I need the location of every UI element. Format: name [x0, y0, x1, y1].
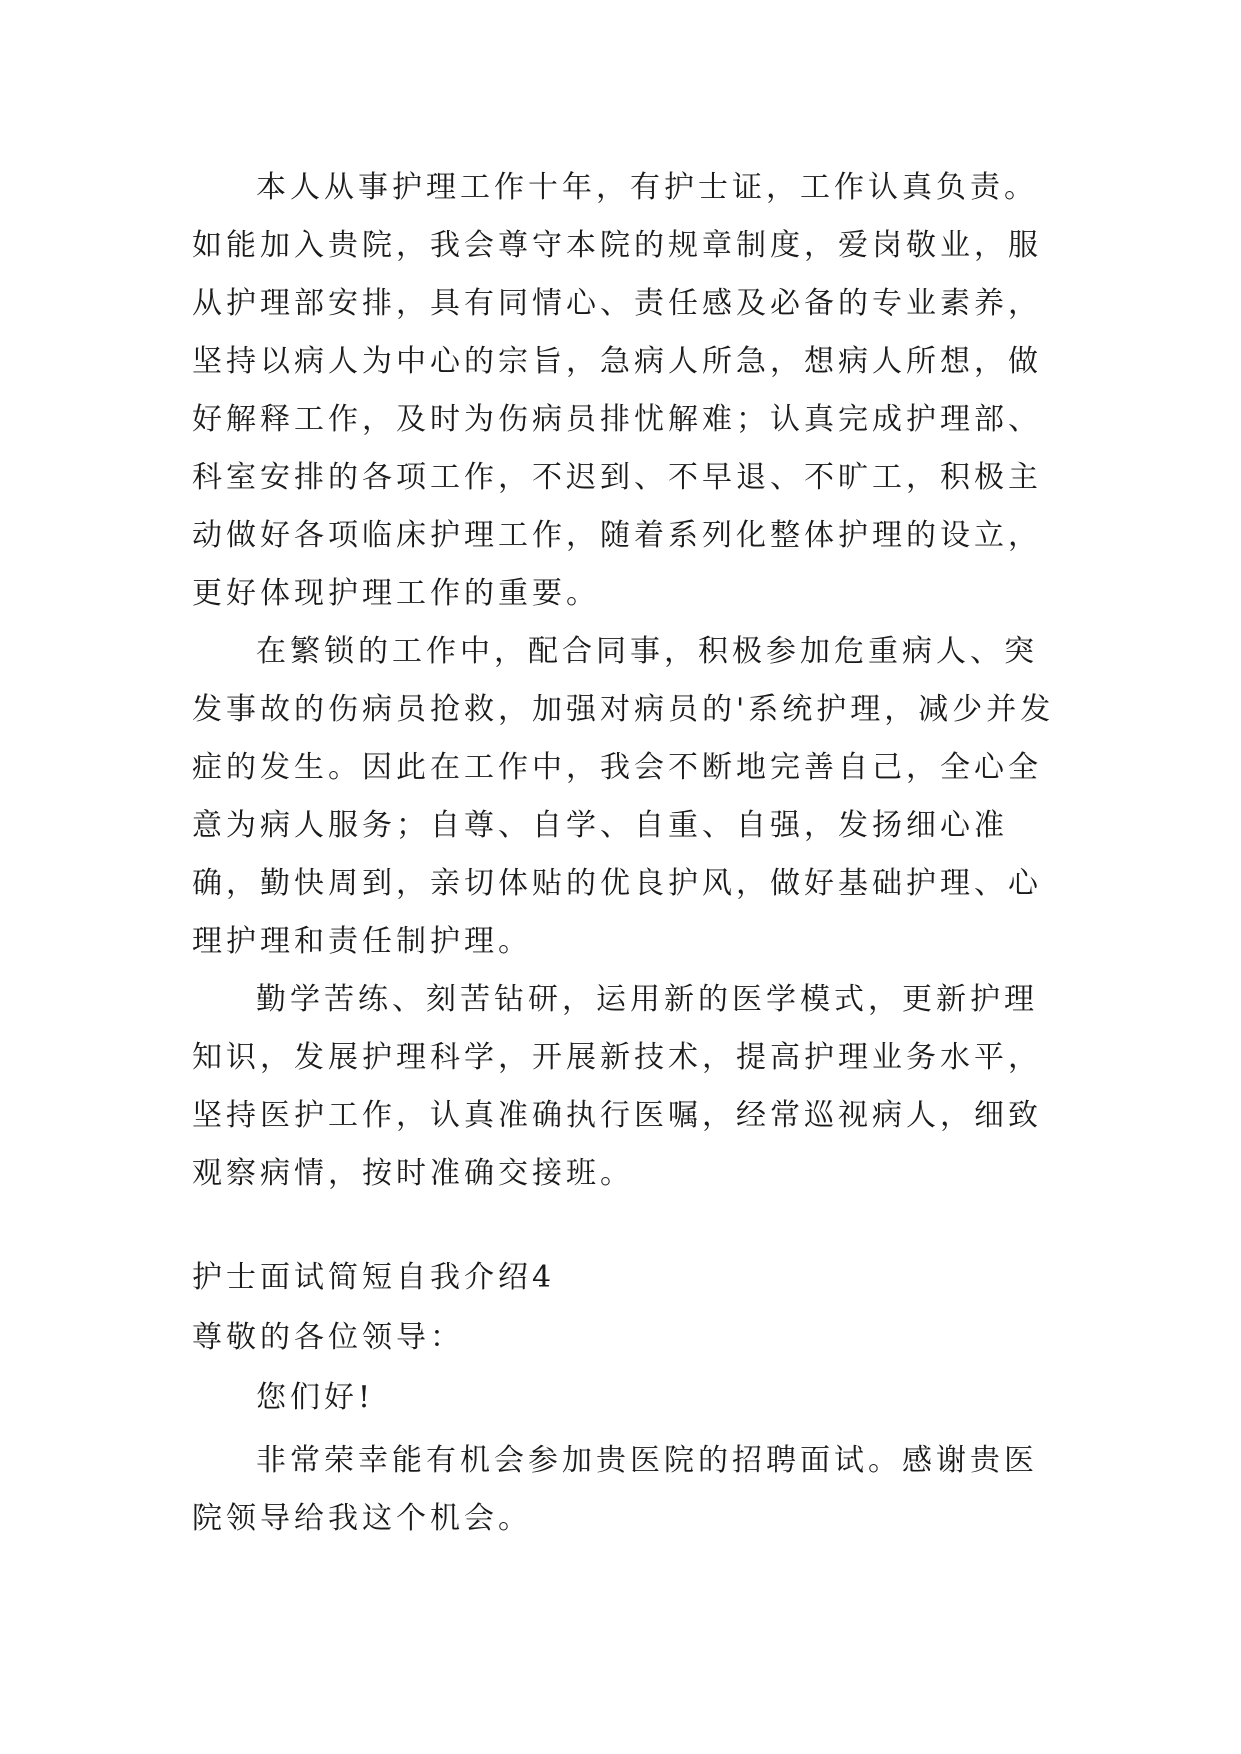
body-paragraph: 非常荣幸能有机会参加贵医院的招聘面试。感谢贵医院领导给我这个机会。 — [192, 1443, 1038, 1536]
salutation-line: 尊敬的各位领导： — [192, 1320, 464, 1355]
section-heading: 护士面试简短自我介绍4 — [192, 1260, 556, 1295]
body-paragraph: 勤学苦练、刻苦钻研，运用新的医学模式，更新护理知识，发展护理科学，开展新技术，提高护理业务水平，坚持医护工作，认真准确执行医嘱，经常巡视病人，细致观察病情，按时准确交接班。 — [192, 982, 1042, 1191]
body-paragraph: 本人从事护理工作十年，有护士证，工作认真负责。如能加入贵院，我会尊守本院的规章制度，爱岗敬业，服从护理部安排，具有同情心、责任感及必备的专业素养，坚持以病人为中心的宗旨，急病人所急，想病人所想，做好解释工作，及时为伤病员排忧解难；认真完成护理部、科室安排的各项工作，不迟到、不早退、不旷工，积极主动做好各项临床护理工作，随着系列化整体护理的设立，更好体现护理工作的重要。 — [192, 170, 1042, 611]
greeting-line: 您们好! — [256, 1380, 375, 1415]
body-paragraph: 在繁锁的工作中，配合同事，积极参加危重病人、突发事故的伤病员抢救，加强对病员的'系统护理，减少并发症的发生。因此在工作中，我会不断地完善自己，全心全意为病人服务；自尊、自学、自重、自强，发扬细心准确，勤快周到，亲切体贴的优良护风，做好基础护理、心理护理和责任制护理。 — [192, 634, 1055, 959]
